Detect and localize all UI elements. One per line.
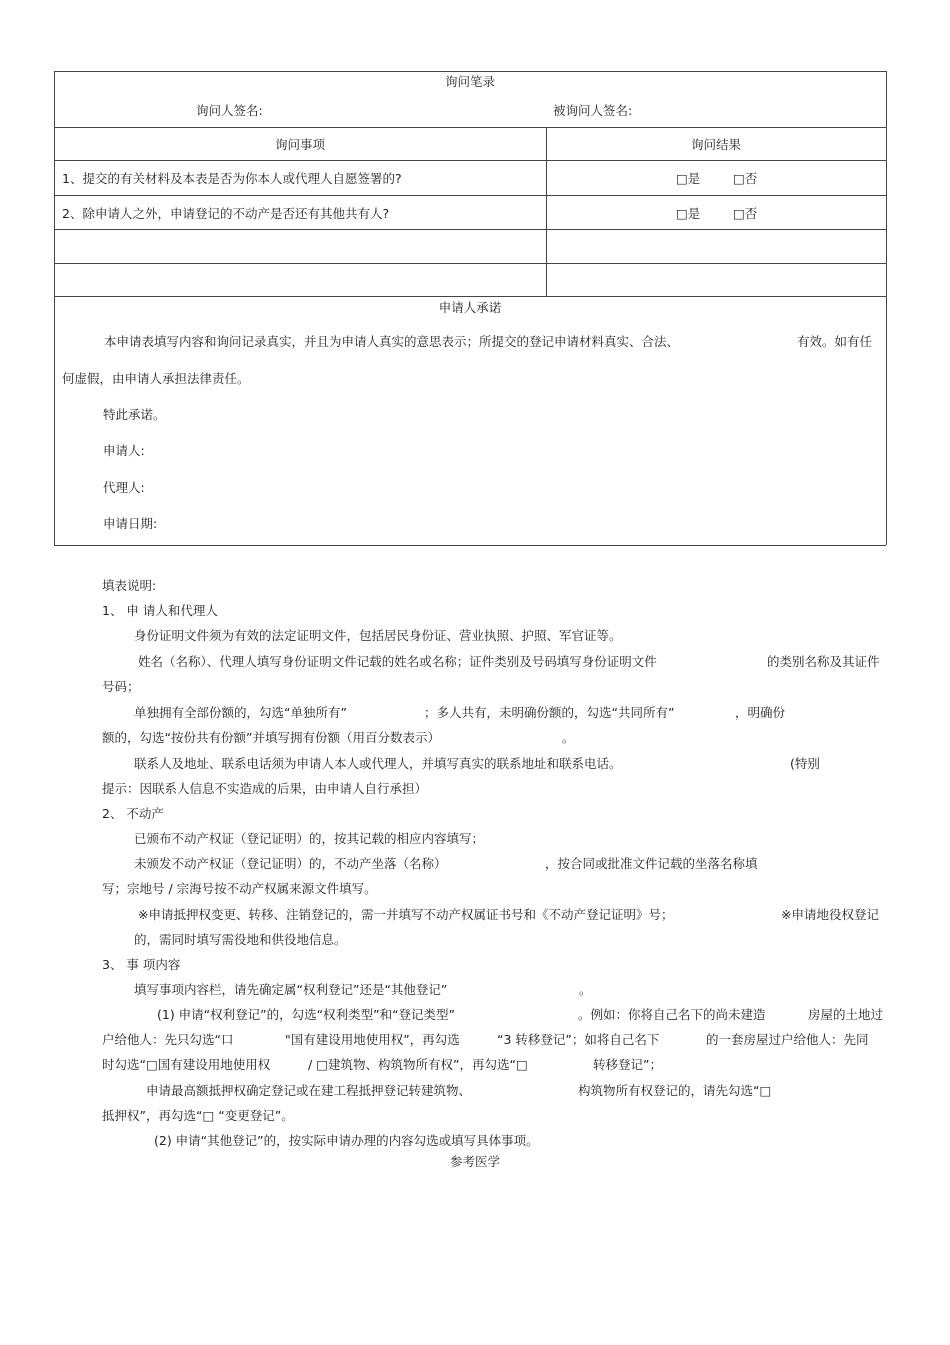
- table-divider: [54, 127, 886, 128]
- note-text: 的，需同时填写需役地和供役地信息。: [134, 932, 347, 947]
- note-text: 联系人及地址、联系电话须为申请人本人或代理人，并填写真实的联系地址和联系电话。: [134, 756, 622, 771]
- note-text: 抵押权”，再勾选“□ “变更登记”。: [102, 1108, 294, 1123]
- note-text: 的一套房屋过户给他人：先同: [706, 1032, 869, 1047]
- table-divider: [54, 263, 886, 264]
- note-text: “3 转移登记”；如将自己名下: [497, 1032, 660, 1047]
- note-text: (1) 申请“权利登记”的，勾选“权利类型”和“登记类型”: [157, 1007, 456, 1022]
- table-divider: [54, 229, 886, 230]
- note-text: 的类别名称及其证件: [767, 654, 880, 669]
- note-text: (2) 申请“其他登记”的，按实际申请办理的内容勾选或填写具体事项。: [154, 1133, 539, 1148]
- question-text: 1、提交的有关材料及本表是否为你本人或代理人自愿签署的?: [62, 171, 402, 186]
- table-divider: [54, 296, 886, 297]
- note-text: ；多人共有，未明确份额的，勾选“共同所有”: [424, 705, 675, 720]
- question-text: 2、除申请人之外，申请登记的不动产是否还有其他共有人?: [62, 206, 390, 221]
- notes-title: 填表说明:: [102, 578, 157, 593]
- table-border-right: [886, 71, 887, 545]
- note-text: 申请最高额抵押权确定登记或在建工程抵押登记转建筑物、: [146, 1083, 472, 1098]
- note-text: 单独拥有全部份额的，勾选“单独所有”: [134, 705, 347, 720]
- table-divider: [54, 160, 886, 161]
- pledge-text: 有效。如有任: [797, 334, 873, 349]
- note-text: 写；宗地号 / 宗海号按不动产权属来源文件填写。: [102, 881, 377, 896]
- note-text: / □建筑物、构筑物所有权”，再勾选“□: [308, 1057, 528, 1072]
- section-heading: 3、 事 项内容: [102, 957, 181, 972]
- inquiry-title: 询问笔录: [444, 74, 495, 89]
- note-text: ，按合同或批准文件记载的坐落名称填: [545, 856, 758, 871]
- note-text: 转移登记”；: [593, 1057, 662, 1072]
- answer-no-checkbox[interactable]: □否: [733, 206, 758, 221]
- note-text: ，明确份: [735, 705, 786, 720]
- application-date-label: 申请日期:: [103, 516, 158, 531]
- note-text: 填写事项内容栏，请先确定属“权利登记”还是“其他登记”: [134, 982, 448, 997]
- footer-text: 参考医学: [449, 1154, 500, 1169]
- answer-no-checkbox[interactable]: □否: [733, 171, 758, 186]
- table-border-bottom: [54, 545, 886, 546]
- note-text: 。例如：你将自己名下的尚未建造: [578, 1007, 766, 1022]
- applicant-label: 申请人:: [103, 443, 145, 458]
- column-header-result: 询问结果: [690, 137, 741, 152]
- note-text: (特别: [790, 756, 820, 771]
- note-text: 提示：因联系人信息不实造成的后果，由申请人自行承担）: [102, 781, 428, 796]
- note-text: 已颁布不动产权证（登记证明）的，按其记载的相应内容填写；: [134, 831, 485, 846]
- note-text: 户给他人：先只勾选“口: [102, 1032, 234, 1047]
- table-divider: [54, 195, 886, 196]
- note-text: 身份证明文件须为有效的法定证明文件，包括居民身份证、营业执照、护照、军官证等。: [134, 628, 622, 643]
- note-text: 。: [562, 730, 575, 745]
- note-text: 未颁发不动产权证（登记证明）的，不动产坐落（名称）: [134, 856, 447, 871]
- note-text: 时勾选“□国有建设用地使用权: [102, 1057, 271, 1072]
- inquirer-signature-label: 询问人签名:: [196, 103, 263, 118]
- note-text: ※申请抵押权变更、转移、注销登记的，需一并填写不动产权属证书号和《不动产登记证明》号；: [138, 907, 674, 922]
- note-text: 号码；: [102, 679, 140, 694]
- note-text: 房屋的土地过: [808, 1007, 884, 1022]
- note-text: 额的，勾选“按份共有份额”并填写拥有份额（用百分数表示）: [102, 730, 440, 745]
- note-text: ※申请地役权登记: [781, 907, 879, 922]
- note-text: 姓名（名称）、代理人填写身份证明文件记载的姓名或名称；证件类别及号码填写身份证明文件: [138, 654, 657, 669]
- section-heading: 2、 不动产: [102, 806, 164, 821]
- section-heading: 1、 申 请人和代理人: [102, 603, 218, 618]
- pledge-statement: 特此承诺。: [103, 407, 166, 422]
- pledge-text: 何虚假，由申请人承担法律责任。: [62, 371, 250, 386]
- column-header-item: 询问事项: [274, 137, 325, 152]
- inquiree-signature-label: 被询问人签名:: [553, 103, 633, 118]
- note-text: 构筑物所有权登记的，请先勾选“□: [578, 1083, 772, 1098]
- pledge-title: 申请人承诺: [438, 300, 502, 315]
- pledge-text: 本申请表填写内容和询问记录真实，并且为申请人真实的意思表示；所提交的登记申请材料真实、合法、: [104, 334, 680, 349]
- answer-yes-checkbox[interactable]: □是: [676, 171, 701, 186]
- note-text: "国有建设用地使用权”，再勾选: [285, 1032, 460, 1047]
- agent-label: 代理人:: [103, 480, 145, 495]
- answer-yes-checkbox[interactable]: □是: [676, 206, 701, 221]
- note-text: 。: [579, 982, 592, 997]
